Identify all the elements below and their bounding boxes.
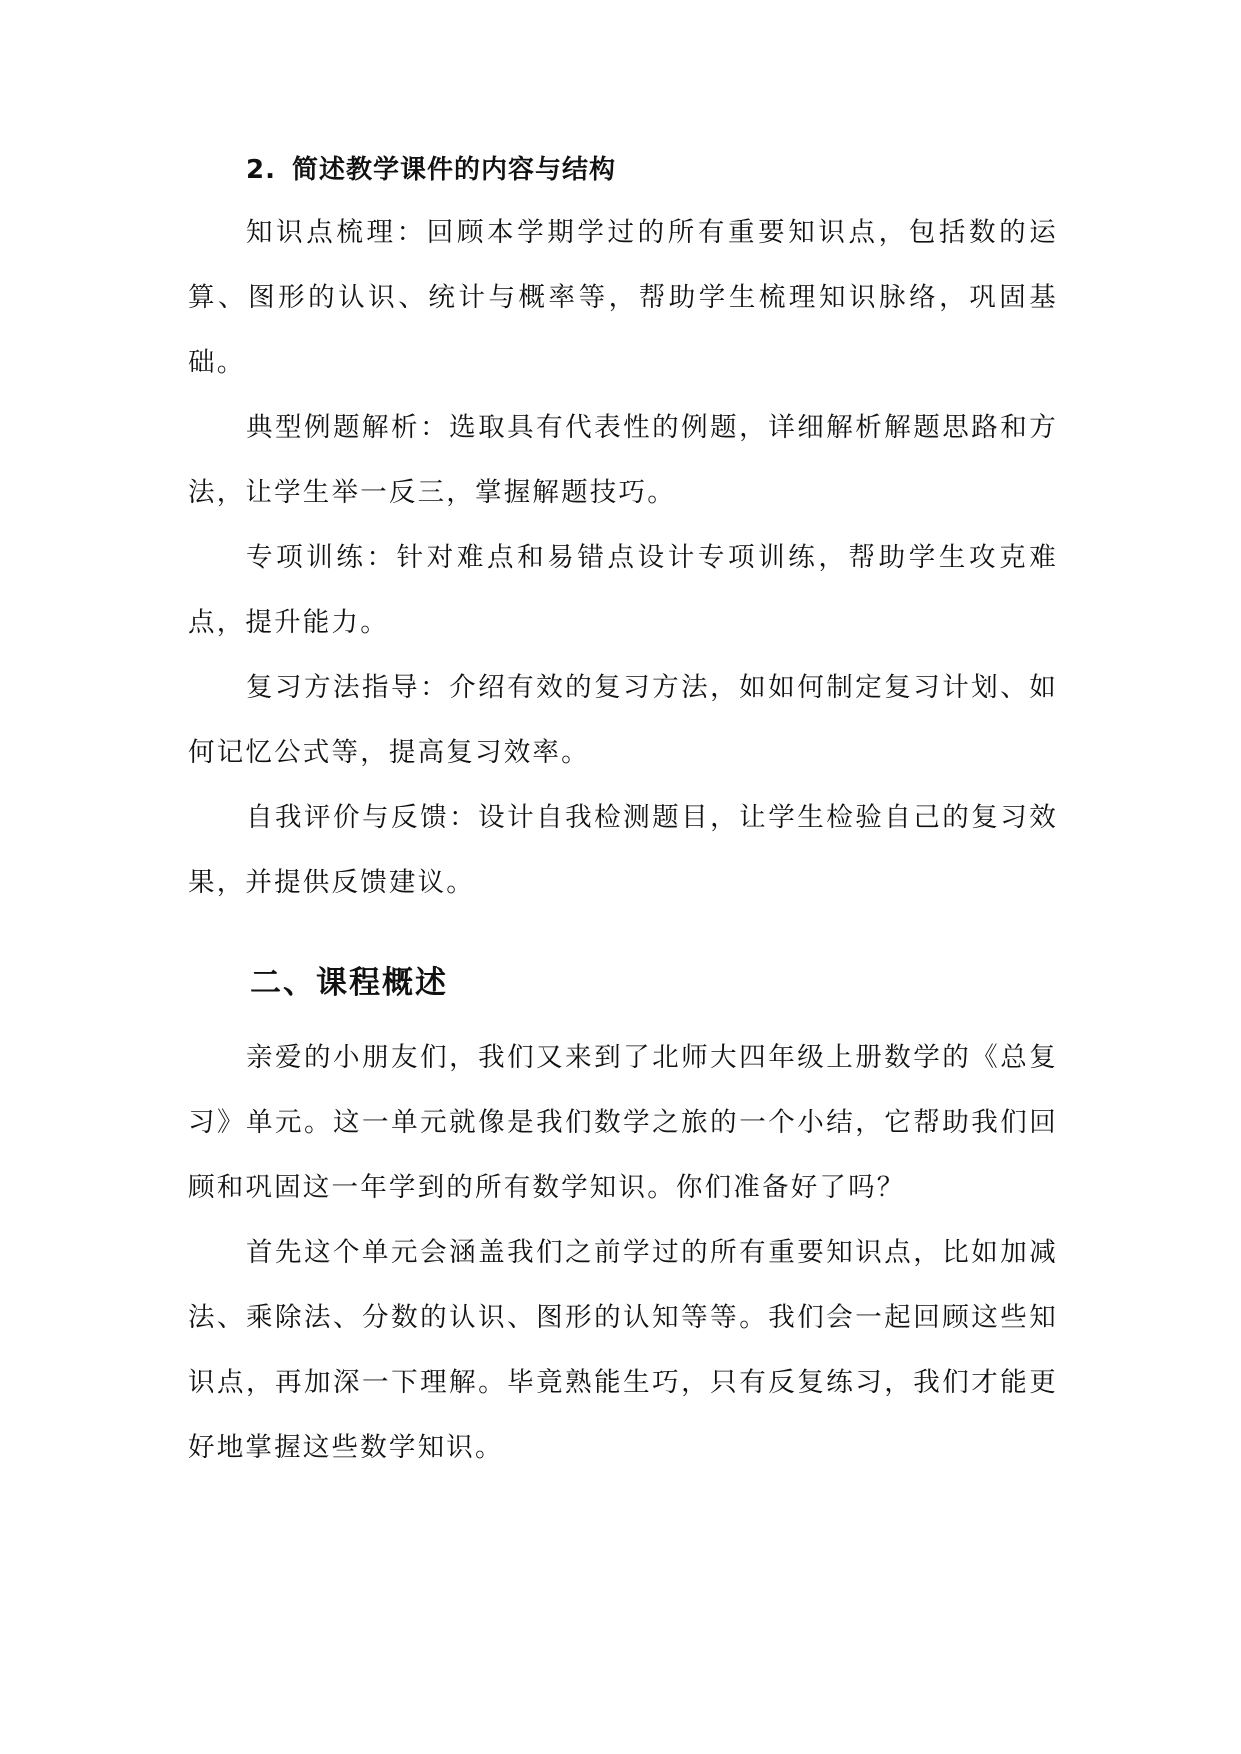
paragraph-course-content: 首先这个单元会涵盖我们之前学过的所有重要知识点，比如加减法、乘除法、分数的认识、图形的认知等等。我们会一起回顾这些知识点，再加深一下理解。毕竟熟能生巧，只有反复练习，我们才能更好地掌握这些数学知识。 [188,1237,1058,1463]
paragraph-review-methods: 复习方法指导：介绍有效的复习方法，如如何制定复习计划、如何记忆公式等，提高复习效率。 [188,672,1058,768]
subsection-title: 简述教学课件的内容与结构 [291,155,616,185]
document-content [188,140,1058,1480]
paragraph-special-training: 专项训练：针对难点和易错点设计专项训练，帮助学生攻克难点，提升能力。 [188,542,1058,638]
section-heading: 二、课程概述 [250,965,448,1001]
paragraph-example-analysis: 典型例题解析：选取具有代表性的例题，详细解析解题思路和方法，让学生举一反三，掌握解题技巧。 [188,412,1058,508]
paragraph-knowledge-review: 知识点梳理：回顾本学期学过的所有重要知识点，包括数的运算、图形的认识、统计与概率等，帮助学生梳理知识脉络，巩固基础。 [188,217,1058,378]
paragraph-course-intro: 亲爱的小朋友们，我们又来到了北师大四年级上册数学的《总复习》单元。这一单元就像是我们数学之旅的一个小结，它帮助我们回顾和巩固这一年学到的所有数学知识。你们准备好了吗？ [188,1042,1058,1203]
subsection-number: 2. [246,155,276,185]
subsection-heading [246,140,1058,200]
paragraph-self-evaluation: 自我评价与反馈：设计自我检测题目，让学生检验自己的复习效果，并提供反馈建议。 [188,802,1058,898]
